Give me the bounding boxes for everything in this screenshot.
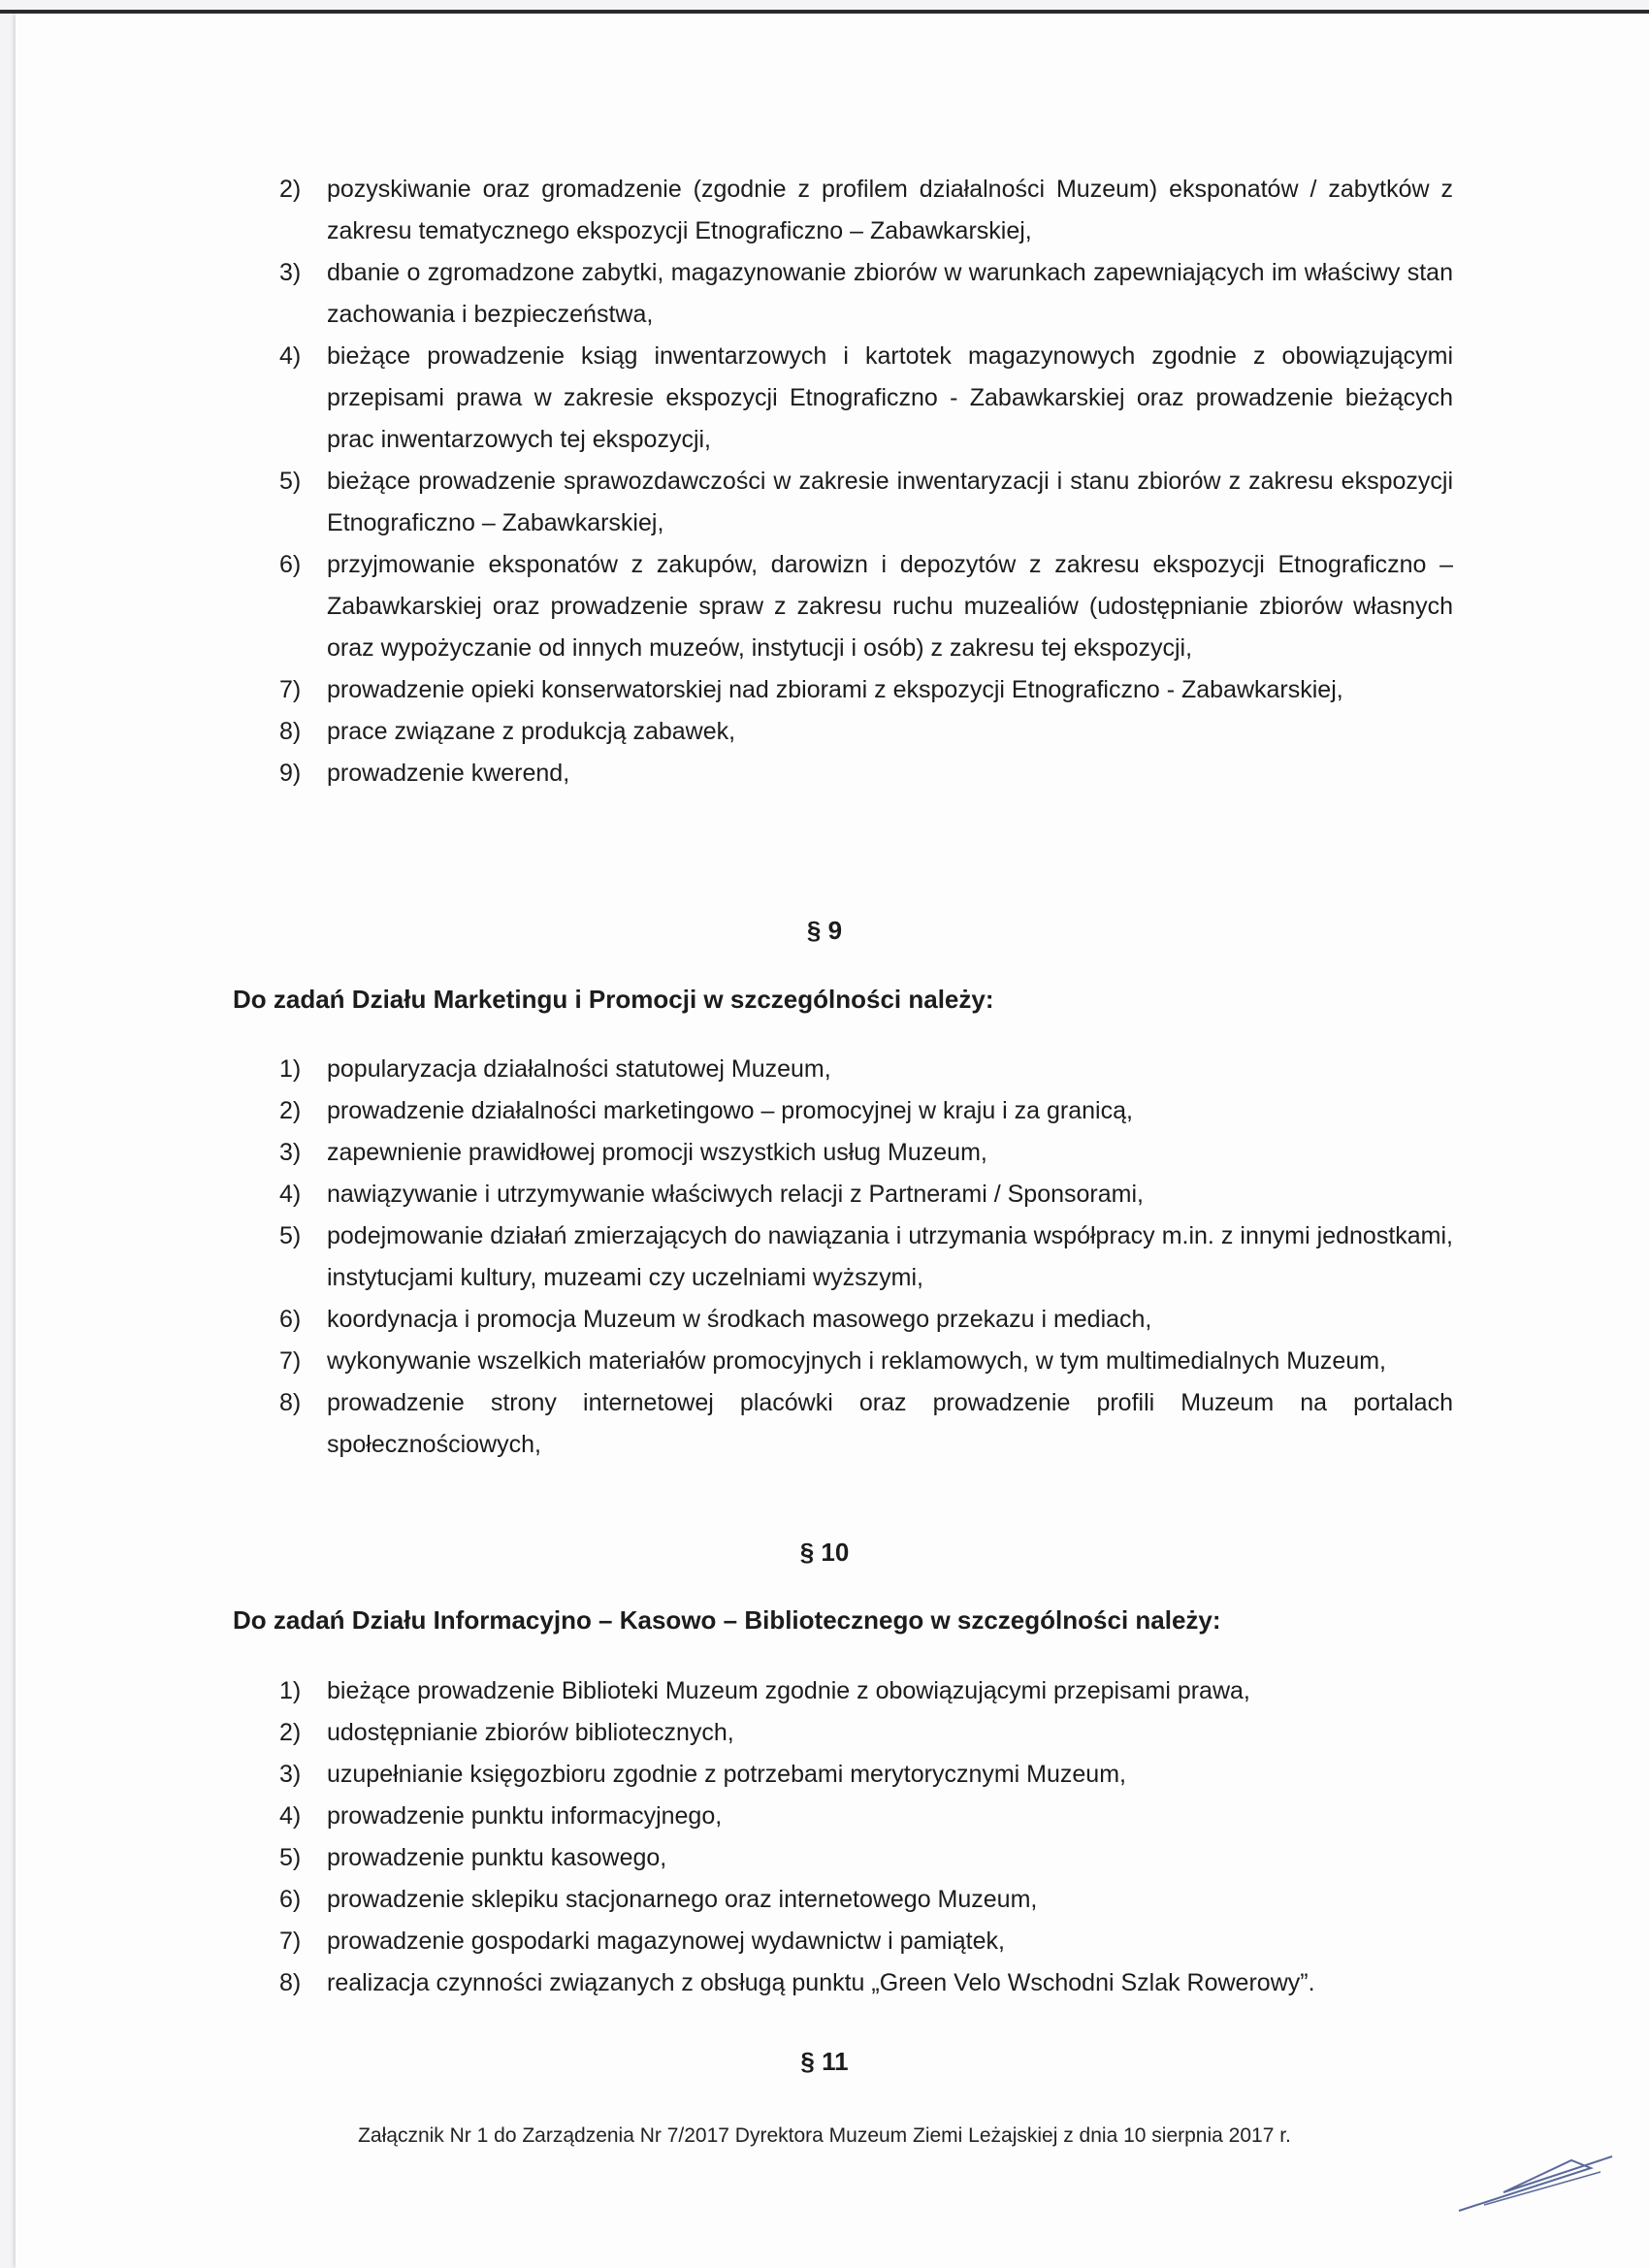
list-item: 1) popularyzacja działalności statutowej Muzeum, (279, 1055, 831, 1083)
section9-heading: Do zadań Działu Marketingu i Promocji w szczególności należy: (233, 985, 994, 1014)
list-item: 7) prowadzenie gospodarki magazynowej wydawnictw i pamiątek, (279, 1928, 1005, 1955)
list-item: 8) prace związane z produkcją zabawek, (279, 718, 736, 745)
list-item: 8) realizacja czynności związanych z obsługą punktu „Green Velo Wschodni Szlak Rowerowy”. (279, 1969, 1315, 1996)
list-item: 7) wykonywanie wszelkich materiałów promocyjnych i reklamowych, w tym multimedialnych Muzeum, (279, 1347, 1387, 1375)
list-item: 3) zapewnienie prawidłowej promocji wszystkich usług Muzeum, (279, 1139, 987, 1166)
list-item: 3) uzupełnianie księgozbioru zgodnie z potrzebami merytorycznymi Muzeum, (279, 1761, 1126, 1788)
scan-edge (0, 10, 1649, 14)
section9-title: § 9 (806, 916, 843, 945)
signature-mark (1445, 2139, 1620, 2226)
list-item: 2) pozyskiwanie oraz gromadzenie (zgodnie z profilem działalności Muzeum) eksponatów / zabytków z zakresu tematycznego ekspozycji Etnograficzno – Zabawkarskiej, (279, 176, 1453, 244)
list-item: 5) podejmowanie działań zmierzających do nawiązania i utrzymania współpracy m.in. z innymi jednostkami, instytucjami kultury, muzeami czy uczelniami wyższymi, (279, 1222, 1453, 1291)
list-item: 3) dbanie o zgromadzone zabytki, magazynowanie zbiorów w warunkach zapewniających im właściwy stan zachowania i bezpieczeństwa, (279, 259, 1453, 328)
section10-list (0, 1670, 1649, 2004)
list-item: 4) bieżące prowadzenie ksiąg inwentarzowych i kartotek magazynowych zgodnie z obowiązującymi przepisami prawa w zakresie ekspozycji Etnograficzno - Zabawkarskiej oraz prowadzenie bieżących prac inwentarzowych tej ekspozycji, (279, 342, 1453, 453)
list-item: 5) prowadzenie punktu kasowego, (279, 1844, 667, 1871)
section11-title: § 11 (800, 2047, 849, 2076)
section10-heading: Do zadań Działu Informacyjno – Kasowo – Bibliotecznego w szczególności należy: (233, 1605, 1221, 1635)
list-item: 1) bieżące prowadzenie Biblioteki Muzeum zgodnie z obowiązującymi przepisami prawa, (279, 1677, 1250, 1704)
section8-list (0, 169, 1649, 794)
list-item: 2) udostępnianie zbiorów bibliotecznych, (279, 1719, 734, 1746)
list-item: 4) prowadzenie punktu informacyjnego, (279, 1802, 723, 1830)
page-footer: Załącznik Nr 1 do Zarządzenia Nr 7/2017 Dyrektora Muzeum Ziemi Leżajskiej z dnia 10 sierpnia 2017 r. (358, 2124, 1291, 2147)
list-item: 6) koordynacja i promocja Muzeum w środkach masowego przekazu i mediach, (279, 1306, 1152, 1333)
list-item: 6) przyjmowanie eksponatów z zakupów, darowizn i depozytów z zakresu ekspozycji Etnograficzno – Zabawkarskiej oraz prowadzenie spraw z zakresu ruchu muzealiów (udostępnianie zbiorów własnych oraz wypożyczanie od innych muzeów, instytucji i osób) z zakresu tej ekspozycji, (279, 551, 1453, 662)
list-item: 2) prowadzenie działalności marketingowo – promocyjnej w kraju i za granicą, (279, 1097, 1133, 1124)
list-item: 9) prowadzenie kwerend, (279, 760, 570, 787)
list-item: 7) prowadzenie opieki konserwatorskiej nad zbiorami z ekspozycji Etnograficzno - Zabawkarskiej, (279, 676, 1343, 703)
section9-list (0, 1049, 1649, 1466)
section10-title: § 10 (799, 1538, 850, 1567)
list-item: 6) prowadzenie sklepiku stacjonarnego oraz internetowego Muzeum, (279, 1886, 1038, 1913)
list-item: 5) bieżące prowadzenie sprawozdawczości w zakresie inwentaryzacji i stanu zbiorów z zakresu ekspozycji Etnograficzno – Zabawkarskiej, (279, 468, 1453, 536)
list-item: 4) nawiązywanie i utrzymywanie właściwych relacji z Partnerami / Sponsorami, (279, 1181, 1144, 1208)
list-item: 8) prowadzenie strony internetowej placówki oraz prowadzenie profili Muzeum na portalach społecznościowych, (279, 1389, 1453, 1458)
